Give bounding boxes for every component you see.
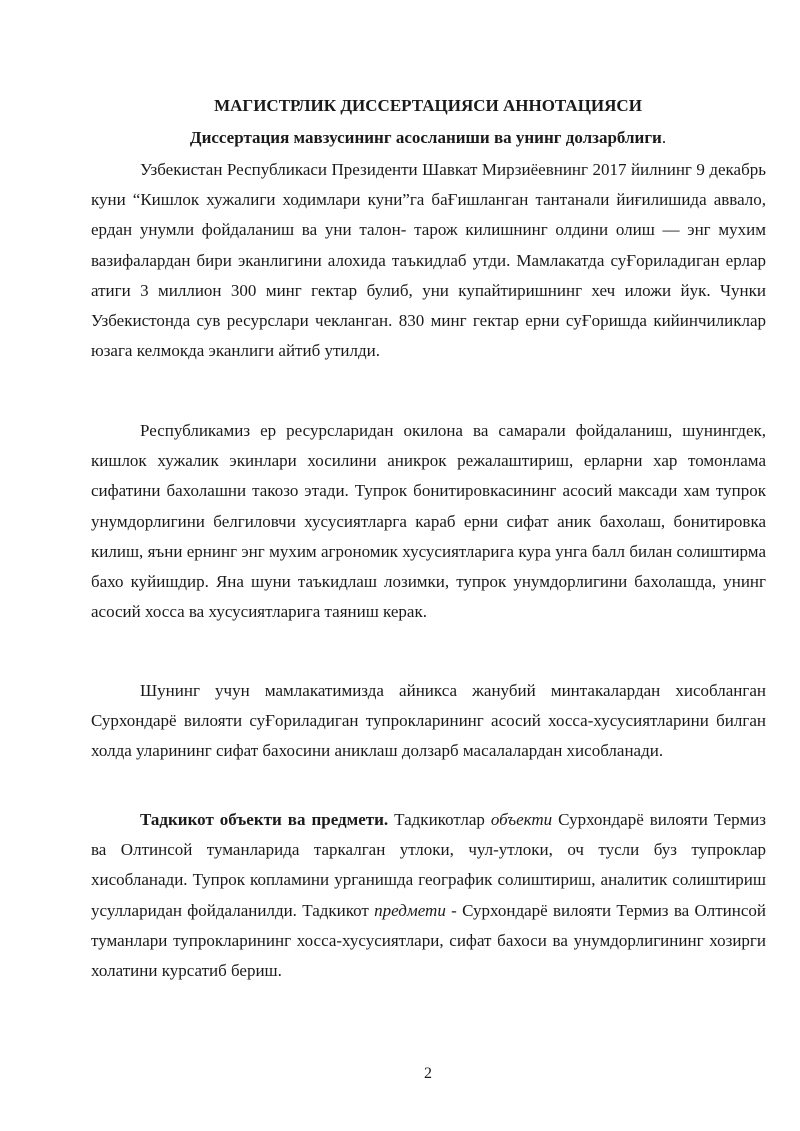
paragraph-1: Узбекистан Республикаси Президенти Шавкат Мирзиёевнинг 2017 йилнинг 9 декабрь куни “Кишлок хужалиги ходимлари куни”га баҒишланган тантанали йиғилишида аввало, ердан унумли фойдаланиш ва уни талон- тарож килишнинг олдини олиш — энг мухим вазифалардан бири эканлигини алохида таъкидлаб утди. Мамлакатда суҒориладиган ерлар атиги 3 миллион 300 минг гектар булиб, уни купайтиришнинг хеч иложи йук. Чунки Узбекистонда сув ресурслари чекланган. 830 минг гектар ерни суҒоришда кийинчиликлар юзага келмокда эканлиги айтиб утилди. [91, 160, 766, 361]
subtitle-period: . [661, 128, 667, 147]
paragraph-4-text-b: Сурхондарё вилояти Термиз ва Олтинсой туманларида таркалган утлоки, чул-утлоки, оч тусли буз тупроклар хисобланади. Тупрок копламини урганишда географик солиштириш, аналитик солиштириш усулларидан фойдаланилди. Тадкикот [91, 810, 766, 920]
object-term: объекти [490, 810, 553, 829]
section-heading: Тадкикот объекти ва предмети. [140, 810, 389, 829]
paragraph-4 [91, 805, 766, 986]
subtitle-text: Диссертация мавзусининг асосланиши ва унинг долзарблиги [189, 128, 662, 147]
document-title: МАГИСТРЛИК ДИССЕРТАЦИЯСИ АННОТАЦИЯСИ [214, 96, 642, 115]
subject-term: предмети [374, 900, 446, 920]
paragraph-4-text-c: - Сурхондарё вилояти Термиз ва Олтинсой туманлари тупрокларининг хосса-хусусиятлари, сифат бахоси ва унумдорлигининг хозирги холатини курсатиб бериш. [91, 900, 766, 981]
paragraph-3: Шунинг учун мамлакатимизда айникса жанубий минтакалардан хисобланган Сурхондарё вилояти суҒориладиган тупрокларининг асосий хосса-хусусиятларини билган холда уларининг сифат бахосини аниклаш долзарб масалалардан хисобланади. [91, 681, 766, 761]
paragraph-2: Республикамиз ер ресурсларидан окилона ва самарали фойдаланиш, шунингдек, кишлок хужалик экинлари хосилини аникрок режалаштириш, ерларни хар томонлама сифатини бахолашни такозо этади. Тупрок бонитировкасининг асосий максади хам тупрок унумдорлигини белгиловчи хусусиятларга караб ерни сифат аник бахолаш, бонитировка килиш, яъни ернинг энг мухим агрономик хусусиятларига кура унга балл билан солиштирма бахо куйишдир. Яна шуни таъкидлаш лозимки, тупрок унумдорлигини бахолашда, унинг асосий хосса ва хусусиятларига таяниш керак. [91, 421, 766, 622]
paragraph-4-text-a: Тадкикотлар [388, 810, 491, 829]
page-number: 2 [424, 1065, 432, 1082]
document-subtitle [0, 128, 800, 148]
